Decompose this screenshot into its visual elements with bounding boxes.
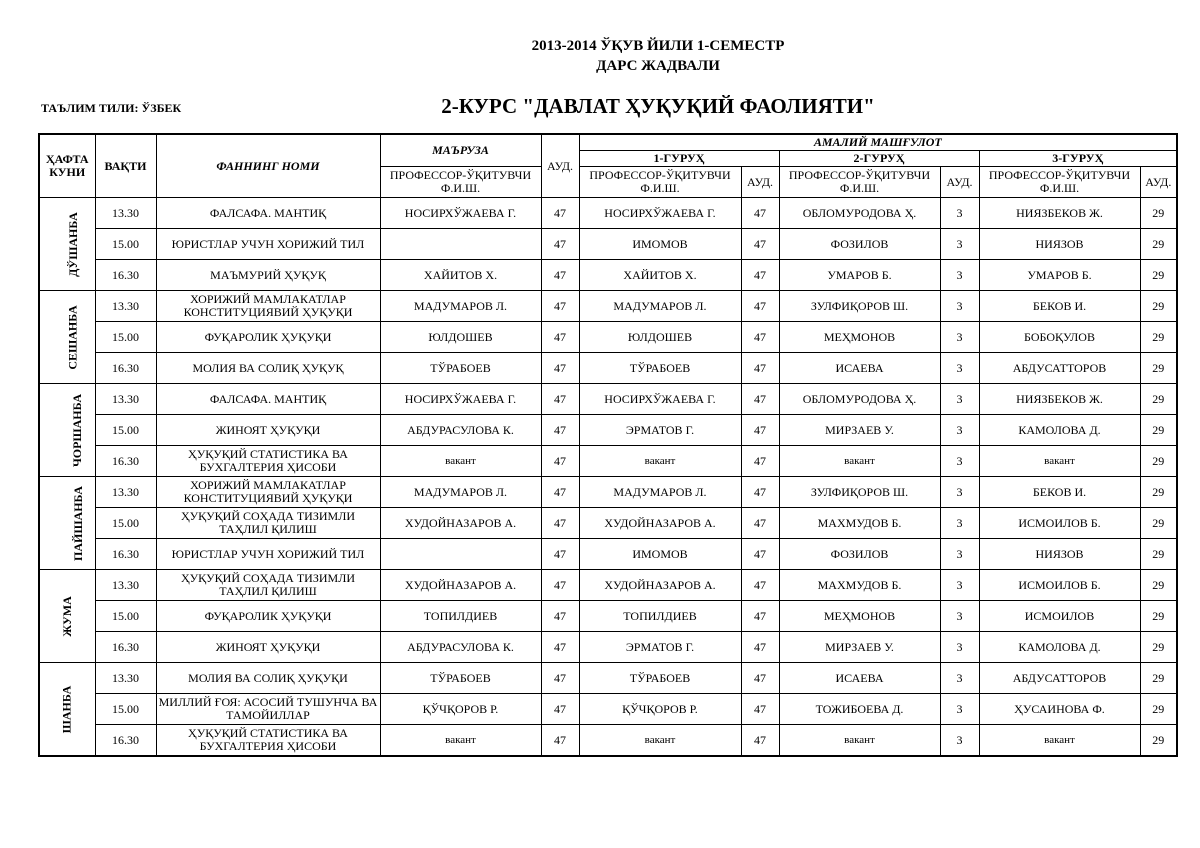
group1-room-cell: 47: [741, 477, 779, 508]
col-group3-teacher: ПРОФЕССОР-ЎҚИТУВЧИ Ф.И.Ш.: [979, 167, 1140, 198]
lecture-room-cell: 47: [541, 477, 579, 508]
group3-room-cell: 29: [1140, 291, 1177, 322]
time-cell: 15.00: [95, 322, 156, 353]
schedule-title: ДАРС ЖАДВАЛИ: [596, 58, 720, 74]
group3-teacher-cell: НИЯЗБЕКОВ Ж.: [979, 384, 1140, 415]
lecturer-cell: ХУДОЙНАЗАРОВ А.: [380, 508, 541, 539]
group2-room-cell: 3: [940, 725, 979, 757]
lecturer-cell: МАДУМАРОВ Л.: [380, 291, 541, 322]
subject-cell: ЖИНОЯТ ҲУҚУҚИ: [156, 632, 380, 663]
group3-teacher-cell: НИЯЗОВ: [979, 539, 1140, 570]
lecturer-cell: ҚЎЧҚОРОВ Р.: [380, 694, 541, 725]
group2-teacher-cell: УМАРОВ Б.: [779, 260, 940, 291]
group2-teacher-cell: ФОЗИЛОВ: [779, 539, 940, 570]
group2-room-cell: 3: [940, 384, 979, 415]
group3-room-cell: 29: [1140, 663, 1177, 694]
day-cell: [39, 198, 95, 291]
col-practical: АМАЛИЙ МАШҒУЛОТ: [579, 134, 1177, 151]
lecture-room-cell: 47: [541, 415, 579, 446]
group1-room-cell: 47: [741, 353, 779, 384]
group3-teacher-cell: АБДУСАТТОРОВ: [979, 353, 1140, 384]
time-cell: 16.30: [95, 632, 156, 663]
subject-cell: МИЛЛИЙ ҒОЯ: АСОСИЙ ТУШУНЧА ВА ТАМОЙИЛЛАР: [156, 694, 380, 725]
table-row: [39, 260, 1177, 291]
group1-room-cell: 47: [741, 322, 779, 353]
group1-room-cell: 47: [741, 446, 779, 477]
day-label: ШАНБА: [59, 685, 74, 733]
lecturer-cell: НОСИРХЎЖАЕВА Г.: [380, 198, 541, 229]
day-cell: [39, 384, 95, 477]
group2-room-cell: 3: [940, 570, 979, 601]
time-cell: 15.00: [95, 229, 156, 260]
subject-cell: ҲУҚУҚИЙ СОҲАДА ТИЗИМЛИ ТАҲЛИЛ ҚИЛИШ: [156, 508, 380, 539]
group1-room-cell: 47: [741, 725, 779, 757]
group2-teacher-cell: МАХМУДОВ Б.: [779, 508, 940, 539]
group3-teacher-cell: НИЯЗОВ: [979, 229, 1140, 260]
group3-teacher-cell: вакант: [979, 446, 1140, 477]
day-label: ДЎШАНБА: [65, 211, 80, 277]
lecturer-cell: вакант: [380, 446, 541, 477]
lecturer-cell: НОСИРХЎЖАЕВА Г.: [380, 384, 541, 415]
group2-room-cell: 3: [940, 539, 979, 570]
group2-room-cell: 3: [940, 291, 979, 322]
group2-teacher-cell: ЗУЛФИҚОРОВ Ш.: [779, 477, 940, 508]
subject-cell: ХОРИЖИЙ МАМЛАКАТЛАР КОНСТИТУЦИЯВИЙ ҲУҚУҚИ: [156, 291, 380, 322]
group3-room-cell: 29: [1140, 570, 1177, 601]
table-row: [39, 663, 1177, 694]
lecture-room-cell: 47: [541, 446, 579, 477]
group1-teacher-cell: ЭРМАТОВ Г.: [579, 415, 741, 446]
time-cell: 16.30: [95, 353, 156, 384]
table-row: [39, 415, 1177, 446]
group3-room-cell: 29: [1140, 322, 1177, 353]
table-row: [39, 539, 1177, 570]
time-cell: 13.30: [95, 477, 156, 508]
col-group3: 3-ГУРУҲ: [979, 151, 1177, 167]
group1-teacher-cell: ЭРМАТОВ Г.: [579, 632, 741, 663]
table-row: [39, 601, 1177, 632]
group1-teacher-cell: МАДУМАРОВ Л.: [579, 477, 741, 508]
group2-room-cell: 3: [940, 508, 979, 539]
col-group1-teacher: ПРОФЕССОР-ЎҚИТУВЧИ Ф.И.Ш.: [579, 167, 741, 198]
group1-teacher-cell: ЮЛДОШЕВ: [579, 322, 741, 353]
subject-cell: ҲУҚУҚИЙ СОҲАДА ТИЗИМЛИ ТАҲЛИЛ ҚИЛИШ: [156, 570, 380, 601]
lecturer-cell: вакант: [380, 725, 541, 757]
lecturer-cell: ТЎРАБОЕВ: [380, 663, 541, 694]
col-subject: ФАННИНГ НОМИ: [156, 134, 380, 198]
col-lecture-room: АУД.: [541, 134, 579, 198]
day-label: ЖУМА: [59, 595, 74, 637]
group1-teacher-cell: вакант: [579, 725, 741, 757]
semester-title: 2013-2014 ЎҚУВ ЙИЛИ 1-СЕМЕСТР: [531, 38, 785, 54]
group3-teacher-cell: вакант: [979, 725, 1140, 757]
group3-room-cell: 29: [1140, 508, 1177, 539]
group3-room-cell: 29: [1140, 539, 1177, 570]
group2-teacher-cell: вакант: [779, 725, 940, 757]
group1-teacher-cell: ТЎРАБОЕВ: [579, 353, 741, 384]
lecture-room-cell: 47: [541, 694, 579, 725]
time-cell: 13.30: [95, 663, 156, 694]
group3-room-cell: 29: [1140, 260, 1177, 291]
schedule-table: [38, 133, 1178, 757]
col-group1-room: АУД.: [741, 167, 779, 198]
group3-teacher-cell: НИЯЗБЕКОВ Ж.: [979, 198, 1140, 229]
col-lecture-teacher: ПРОФЕССОР-ЎҚИТУВЧИ Ф.И.Ш.: [380, 167, 541, 198]
time-cell: 15.00: [95, 508, 156, 539]
time-cell: 13.30: [95, 291, 156, 322]
group3-teacher-cell: ИСМОИЛОВ Б.: [979, 508, 1140, 539]
subject-cell: МАЪМУРИЙ ҲУҚУҚ: [156, 260, 380, 291]
group3-room-cell: 29: [1140, 229, 1177, 260]
col-time: ВАҚТИ: [95, 134, 156, 198]
table-row: [39, 694, 1177, 725]
group3-room-cell: 29: [1140, 725, 1177, 757]
group3-room-cell: 29: [1140, 384, 1177, 415]
group1-teacher-cell: НОСИРХЎЖАЕВА Г.: [579, 198, 741, 229]
lecturer-cell: ХУДОЙНАЗАРОВ А.: [380, 570, 541, 601]
lecture-room-cell: 47: [541, 632, 579, 663]
group1-room-cell: 47: [741, 694, 779, 725]
group2-teacher-cell: МИРЗАЕВ У.: [779, 632, 940, 663]
group2-teacher-cell: МЕҲМОНОВ: [779, 322, 940, 353]
group1-room-cell: 47: [741, 260, 779, 291]
subject-cell: ЮРИСТЛАР УЧУН ХОРИЖИЙ ТИЛ: [156, 229, 380, 260]
lecturer-cell: ТОПИЛДИЕВ: [380, 601, 541, 632]
lecture-room-cell: 47: [541, 570, 579, 601]
table-row: [39, 322, 1177, 353]
group2-teacher-cell: ФОЗИЛОВ: [779, 229, 940, 260]
day-label: ЧОРШАНБА: [70, 393, 85, 467]
col-group2-room: АУД.: [940, 167, 979, 198]
group2-room-cell: 3: [940, 663, 979, 694]
group1-teacher-cell: НОСИРХЎЖАЕВА Г.: [579, 384, 741, 415]
day-label: ПАЙШАНБА: [70, 485, 85, 561]
group3-room-cell: 29: [1140, 415, 1177, 446]
group2-room-cell: 3: [940, 694, 979, 725]
group2-room-cell: 3: [940, 198, 979, 229]
time-cell: 15.00: [95, 415, 156, 446]
time-cell: 13.30: [95, 198, 156, 229]
group3-room-cell: 29: [1140, 632, 1177, 663]
table-row: [39, 384, 1177, 415]
group3-teacher-cell: БЕКОВ И.: [979, 477, 1140, 508]
group3-room-cell: 29: [1140, 353, 1177, 384]
table-row: [39, 508, 1177, 539]
group3-room-cell: 29: [1140, 477, 1177, 508]
group2-teacher-cell: ОБЛОМУРОДОВА Ҳ.: [779, 198, 940, 229]
col-day: ҲАФТА КУНИ: [39, 134, 95, 198]
table-row: [39, 229, 1177, 260]
group1-teacher-cell: ИМОМОВ: [579, 539, 741, 570]
subject-cell: ЮРИСТЛАР УЧУН ХОРИЖИЙ ТИЛ: [156, 539, 380, 570]
subject-cell: ХОРИЖИЙ МАМЛАКАТЛАР КОНСТИТУЦИЯВИЙ ҲУҚУҚИ: [156, 477, 380, 508]
time-cell: 16.30: [95, 539, 156, 570]
group1-teacher-cell: ИМОМОВ: [579, 229, 741, 260]
subject-cell: МОЛИЯ ВА СОЛИҚ ҲУҚУҚИ: [156, 663, 380, 694]
lecture-room-cell: 47: [541, 322, 579, 353]
day-cell: [39, 663, 95, 757]
lecture-room-cell: 47: [541, 539, 579, 570]
group1-room-cell: 47: [741, 384, 779, 415]
group2-room-cell: 3: [940, 322, 979, 353]
group3-teacher-cell: КАМОЛОВА Д.: [979, 415, 1140, 446]
group3-teacher-cell: КАМОЛОВА Д.: [979, 632, 1140, 663]
group2-teacher-cell: МЕҲМОНОВ: [779, 601, 940, 632]
group3-teacher-cell: ҲУСАИНОВА Ф.: [979, 694, 1140, 725]
col-group2-teacher: ПРОФЕССОР-ЎҚИТУВЧИ Ф.И.Ш.: [779, 167, 940, 198]
lecturer-cell: [380, 539, 541, 570]
group3-teacher-cell: АБДУСАТТОРОВ: [979, 663, 1140, 694]
group2-room-cell: 3: [940, 446, 979, 477]
group2-teacher-cell: МАХМУДОВ Б.: [779, 570, 940, 601]
time-cell: 16.30: [95, 446, 156, 477]
lecture-room-cell: 47: [541, 260, 579, 291]
group2-teacher-cell: ИСАЕВА: [779, 353, 940, 384]
group3-room-cell: 29: [1140, 446, 1177, 477]
subject-cell: ҲУҚУҚИЙ СТАТИСТИКА ВА БУХГАЛТЕРИЯ ҲИСОБИ: [156, 725, 380, 757]
lecturer-cell: ТЎРАБОЕВ: [380, 353, 541, 384]
group3-teacher-cell: УМАРОВ Б.: [979, 260, 1140, 291]
lecturer-cell: ЮЛДОШЕВ: [380, 322, 541, 353]
lecture-room-cell: 47: [541, 601, 579, 632]
lecture-room-cell: 47: [541, 508, 579, 539]
time-cell: 13.30: [95, 384, 156, 415]
subject-cell: ФУҚАРОЛИК ҲУҚУҚИ: [156, 601, 380, 632]
day-cell: [39, 291, 95, 384]
group2-room-cell: 3: [940, 229, 979, 260]
table-row: [39, 353, 1177, 384]
group1-teacher-cell: ҚЎЧҚОРОВ Р.: [579, 694, 741, 725]
subject-cell: ҲУҚУҚИЙ СТАТИСТИКА ВА БУХГАЛТЕРИЯ ҲИСОБИ: [156, 446, 380, 477]
group2-room-cell: 3: [940, 632, 979, 663]
group3-teacher-cell: БЕКОВ И.: [979, 291, 1140, 322]
time-cell: 15.00: [95, 601, 156, 632]
group1-room-cell: 47: [741, 570, 779, 601]
group1-teacher-cell: ХУДОЙНАЗАРОВ А.: [579, 508, 741, 539]
table-row: [39, 446, 1177, 477]
day-cell: [39, 570, 95, 663]
group3-teacher-cell: БОБОҚУЛОВ: [979, 322, 1140, 353]
col-group2: 2-ГУРУҲ: [779, 151, 979, 167]
group1-teacher-cell: МАДУМАРОВ Л.: [579, 291, 741, 322]
group1-room-cell: 47: [741, 291, 779, 322]
lecture-room-cell: 47: [541, 198, 579, 229]
group2-teacher-cell: ТОЖИБОЕВА Д.: [779, 694, 940, 725]
time-cell: 15.00: [95, 694, 156, 725]
table-row: [39, 725, 1177, 757]
group2-room-cell: 3: [940, 601, 979, 632]
lecture-room-cell: 47: [541, 725, 579, 757]
group1-room-cell: 47: [741, 198, 779, 229]
group2-teacher-cell: ЗУЛФИҚОРОВ Ш.: [779, 291, 940, 322]
group3-room-cell: 29: [1140, 601, 1177, 632]
col-lecture: МАЪРУЗА: [380, 134, 541, 167]
group1-teacher-cell: ХАЙИТОВ Х.: [579, 260, 741, 291]
subject-cell: ФАЛСАФА. МАНТИҚ: [156, 198, 380, 229]
group2-teacher-cell: МИРЗАЕВ У.: [779, 415, 940, 446]
lecturer-cell: АБДУРАСУЛОВА К.: [380, 632, 541, 663]
group3-teacher-cell: ИСМОИЛОВ: [979, 601, 1140, 632]
group1-room-cell: 47: [741, 632, 779, 663]
lecturer-cell: ХАЙИТОВ Х.: [380, 260, 541, 291]
group1-room-cell: 47: [741, 663, 779, 694]
language-label: ТАЪЛИМ ТИЛИ: ЎЗБЕК: [41, 101, 182, 115]
table-row: [39, 291, 1177, 322]
group3-room-cell: 29: [1140, 694, 1177, 725]
day-cell: [39, 477, 95, 570]
lecture-room-cell: 47: [541, 384, 579, 415]
subject-cell: ЖИНОЯТ ҲУҚУҚИ: [156, 415, 380, 446]
schedule-body: [39, 198, 1177, 757]
group2-room-cell: 3: [940, 353, 979, 384]
group2-room-cell: 3: [940, 260, 979, 291]
time-cell: 16.30: [95, 725, 156, 757]
group1-room-cell: 47: [741, 539, 779, 570]
group1-room-cell: 47: [741, 415, 779, 446]
subject-cell: МОЛИЯ ВА СОЛИҚ ҲУҚУҚ: [156, 353, 380, 384]
subject-cell: ФУҚАРОЛИК ҲУҚУҚИ: [156, 322, 380, 353]
lecture-room-cell: 47: [541, 291, 579, 322]
group1-teacher-cell: ХУДОЙНАЗАРОВ А.: [579, 570, 741, 601]
group1-teacher-cell: ТОПИЛДИЕВ: [579, 601, 741, 632]
group2-room-cell: 3: [940, 415, 979, 446]
group3-room-cell: 29: [1140, 198, 1177, 229]
lecture-room-cell: 47: [541, 663, 579, 694]
group1-teacher-cell: вакант: [579, 446, 741, 477]
group2-teacher-cell: ОБЛОМУРОДОВА Ҳ.: [779, 384, 940, 415]
lecture-room-cell: 47: [541, 229, 579, 260]
table-row: [39, 198, 1177, 229]
time-cell: 13.30: [95, 570, 156, 601]
time-cell: 16.30: [95, 260, 156, 291]
course-title: 2-КУРС "ДАВЛАТ ҲУҚУҚИЙ ФАОЛИЯТИ": [441, 94, 875, 118]
table-row: [39, 570, 1177, 601]
group2-teacher-cell: ИСАЕВА: [779, 663, 940, 694]
group1-room-cell: 47: [741, 601, 779, 632]
col-group1: 1-ГУРУҲ: [579, 151, 779, 167]
lecturer-cell: АБДУРАСУЛОВА К.: [380, 415, 541, 446]
table-row: [39, 632, 1177, 663]
lecturer-cell: [380, 229, 541, 260]
table-row: [39, 477, 1177, 508]
group2-room-cell: 3: [940, 477, 979, 508]
group2-teacher-cell: вакант: [779, 446, 940, 477]
group3-teacher-cell: ИСМОИЛОВ Б.: [979, 570, 1140, 601]
lecture-room-cell: 47: [541, 353, 579, 384]
group1-room-cell: 47: [741, 229, 779, 260]
day-label: СЕШАНБА: [65, 304, 80, 370]
lecturer-cell: МАДУМАРОВ Л.: [380, 477, 541, 508]
group1-teacher-cell: ТЎРАБОЕВ: [579, 663, 741, 694]
col-group3-room: АУД.: [1140, 167, 1177, 198]
subject-cell: ФАЛСАФА. МАНТИҚ: [156, 384, 380, 415]
group1-room-cell: 47: [741, 508, 779, 539]
